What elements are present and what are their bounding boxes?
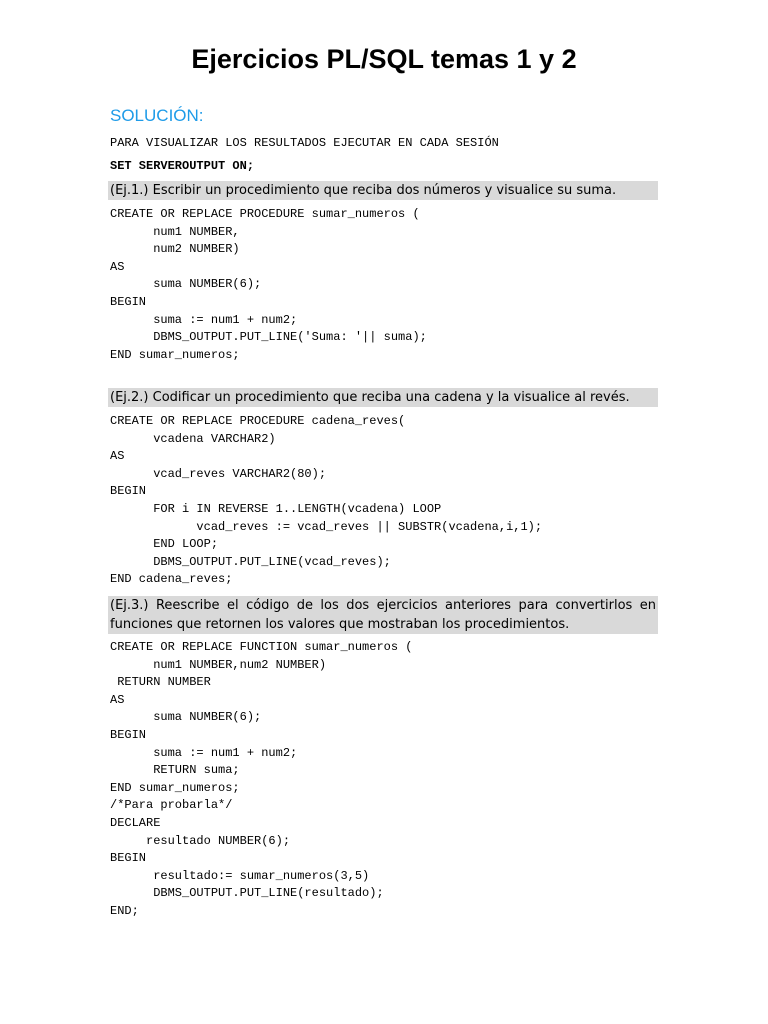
code-line: vcad_reves VARCHAR2(80); xyxy=(110,466,327,481)
code-line: vcadena VARCHAR2) xyxy=(110,431,276,446)
exercise-3-code xyxy=(110,639,412,921)
code-line: BEGIN xyxy=(110,727,147,742)
code-line: suma := num1 + num2; xyxy=(110,745,298,760)
code-line: BEGIN xyxy=(110,294,147,309)
code-line: DBMS_OUTPUT.PUT_LINE(resultado); xyxy=(110,886,384,901)
exercise-3-statement: (Ej.3.) Reescribe el código de los dos ejercicios anteriores para convertirlos en funciones que retornen los valores que mostraban los procedimientos. xyxy=(110,598,656,632)
serveroutput-command: SET SERVEROUTPUT ON; xyxy=(110,159,255,173)
exercise-1-code xyxy=(110,206,427,364)
code-line: num2 NUMBER) xyxy=(110,242,240,257)
code-line: /*Para probarla*/ xyxy=(110,798,233,813)
solution-heading: SOLUCIÓN: xyxy=(110,106,204,125)
code-line: CREATE OR REPLACE PROCEDURE cadena_reves( xyxy=(110,414,406,428)
code-line: vcad_reves := vcad_reves || SUBSTR(vcadena,i,1); xyxy=(110,519,543,534)
code-line: RETURN NUMBER xyxy=(110,675,211,690)
run-instruction-note: PARA VISUALIZAR LOS RESULTADOS EJECUTAR EN CADA SESIÓN xyxy=(110,136,499,150)
code-line: suma NUMBER(6); xyxy=(110,277,262,292)
code-line: END LOOP; xyxy=(110,537,219,552)
code-line: BEGIN xyxy=(110,851,147,866)
code-line: AS xyxy=(110,449,125,464)
code-line: num1 NUMBER,num2 NUMBER) xyxy=(110,657,327,672)
code-line: suma NUMBER(6); xyxy=(110,710,262,725)
code-line: DECLARE xyxy=(110,815,161,830)
code-line: BEGIN xyxy=(110,484,147,499)
code-line: END sumar_numeros; xyxy=(110,780,240,795)
code-line: suma := num1 + num2; xyxy=(110,312,298,327)
exercise-2-code xyxy=(110,413,542,589)
exercise-1-statement: (Ej.1.) Escribir un procedimiento que reciba dos números y visualice su suma. xyxy=(108,181,658,200)
code-line: DBMS_OUTPUT.PUT_LINE('Suma: '|| suma); xyxy=(110,330,427,345)
code-line: num1 NUMBER, xyxy=(110,224,240,239)
code-line: FOR i IN REVERSE 1..LENGTH(vcadena) LOOP xyxy=(110,501,442,516)
code-line: END; xyxy=(110,903,139,918)
code-line: resultado NUMBER(6); xyxy=(110,833,291,848)
code-line: CREATE OR REPLACE PROCEDURE sumar_numeros ( xyxy=(110,207,420,221)
code-line: AS xyxy=(110,259,125,274)
code-line: END sumar_numeros; xyxy=(110,347,240,362)
code-line: RETURN suma; xyxy=(110,763,240,778)
code-line: resultado:= sumar_numeros(3,5) xyxy=(110,868,370,883)
code-line: CREATE OR REPLACE FUNCTION sumar_numeros ( xyxy=(110,640,413,654)
code-line: AS xyxy=(110,692,125,707)
code-line: END cadena_reves; xyxy=(110,572,233,587)
page-title: Ejercicios PL/SQL temas 1 y 2 xyxy=(191,44,577,74)
exercise-2-statement: (Ej.2.) Codificar un procedimiento que reciba una cadena y la visualice al revés. xyxy=(108,388,658,407)
code-line: DBMS_OUTPUT.PUT_LINE(vcad_reves); xyxy=(110,554,391,569)
